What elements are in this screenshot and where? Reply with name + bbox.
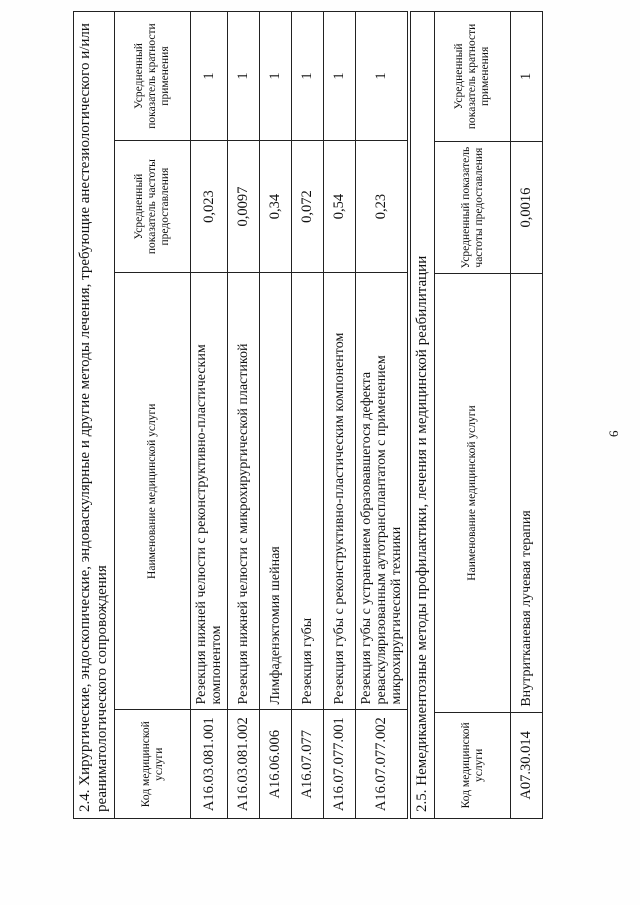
section-2-5-title: 2.5. Немедикаментозные методы профилактики, лечения и медицинской реабилитации <box>411 12 435 819</box>
row-code: A16.07.077 <box>292 710 324 819</box>
row-code: A16.07.077.002 <box>356 710 408 819</box>
row-name: Резекция губы с реконструктивно-пластическим компонентом <box>324 273 356 710</box>
header-freq: Усредненный показатель частоты предоставления <box>435 141 511 274</box>
header-freq: Усредненный показатель частоты предоставления <box>115 141 191 273</box>
row-name: Резекция нижней челюсти с реконструктивно-пластическим компонентом <box>191 273 228 710</box>
table-row <box>324 12 356 819</box>
row-mult: 1 <box>191 12 228 141</box>
table-row <box>191 12 228 819</box>
table-row <box>228 12 260 819</box>
row-freq: 0,023 <box>191 141 228 273</box>
row-freq: 0,0016 <box>511 141 543 274</box>
row-freq: 0,0097 <box>228 141 260 273</box>
row-code: A16.07.077.001 <box>324 710 356 819</box>
table-row <box>511 12 543 819</box>
row-freq: 0,23 <box>356 141 408 273</box>
page-number: 6 <box>606 430 621 437</box>
table-section-2-4 <box>73 11 408 819</box>
row-mult: 1 <box>511 12 543 142</box>
row-mult: 1 <box>356 12 408 141</box>
row-code: A07.30.014 <box>511 712 543 818</box>
row-code: A16.03.081.002 <box>228 710 260 819</box>
row-freq: 0,54 <box>324 141 356 273</box>
header-mult: Усредненный показатель кратности применения <box>435 12 511 142</box>
row-name: Резекция нижней челюсти с микрохирургической пластикой <box>228 273 260 710</box>
row-name: Резекция губы <box>292 273 324 710</box>
row-code: A16.03.081.001 <box>191 710 228 819</box>
header-mult: Усредненный показатель кратности применения <box>115 12 191 141</box>
section-2-4-title: 2.4. Хирургические, эндоскопические, эндоваскулярные и другие методы лечения, требующие анестезиологического и/или реаниматологического сопровождения <box>74 12 115 819</box>
table-row <box>356 12 408 819</box>
header-name: Наименование медицинской услуги <box>115 273 191 710</box>
row-name: Внутритканевая лучевая терапия <box>511 274 543 712</box>
row-name: Лимфаденэктомия шейная <box>260 273 292 710</box>
header-code: Код медицинской услуги <box>435 712 511 818</box>
table-section-2-5 <box>410 11 543 819</box>
header-name: Наименование медицинской услуги <box>435 274 511 712</box>
row-mult: 1 <box>260 12 292 141</box>
row-code: A16.06.006 <box>260 710 292 819</box>
row-mult: 1 <box>292 12 324 141</box>
row-freq: 0,072 <box>292 141 324 273</box>
table-row <box>292 12 324 819</box>
row-mult: 1 <box>228 12 260 141</box>
table-row <box>260 12 292 819</box>
row-mult: 1 <box>324 12 356 141</box>
row-freq: 0,34 <box>260 141 292 273</box>
row-name: Резекция губы с устранением образовавшегося дефекта реваскуляризованным аутотрансплантатом с применением микрохирургической техники <box>356 273 408 710</box>
header-code: Код медицинской услуги <box>115 710 191 819</box>
